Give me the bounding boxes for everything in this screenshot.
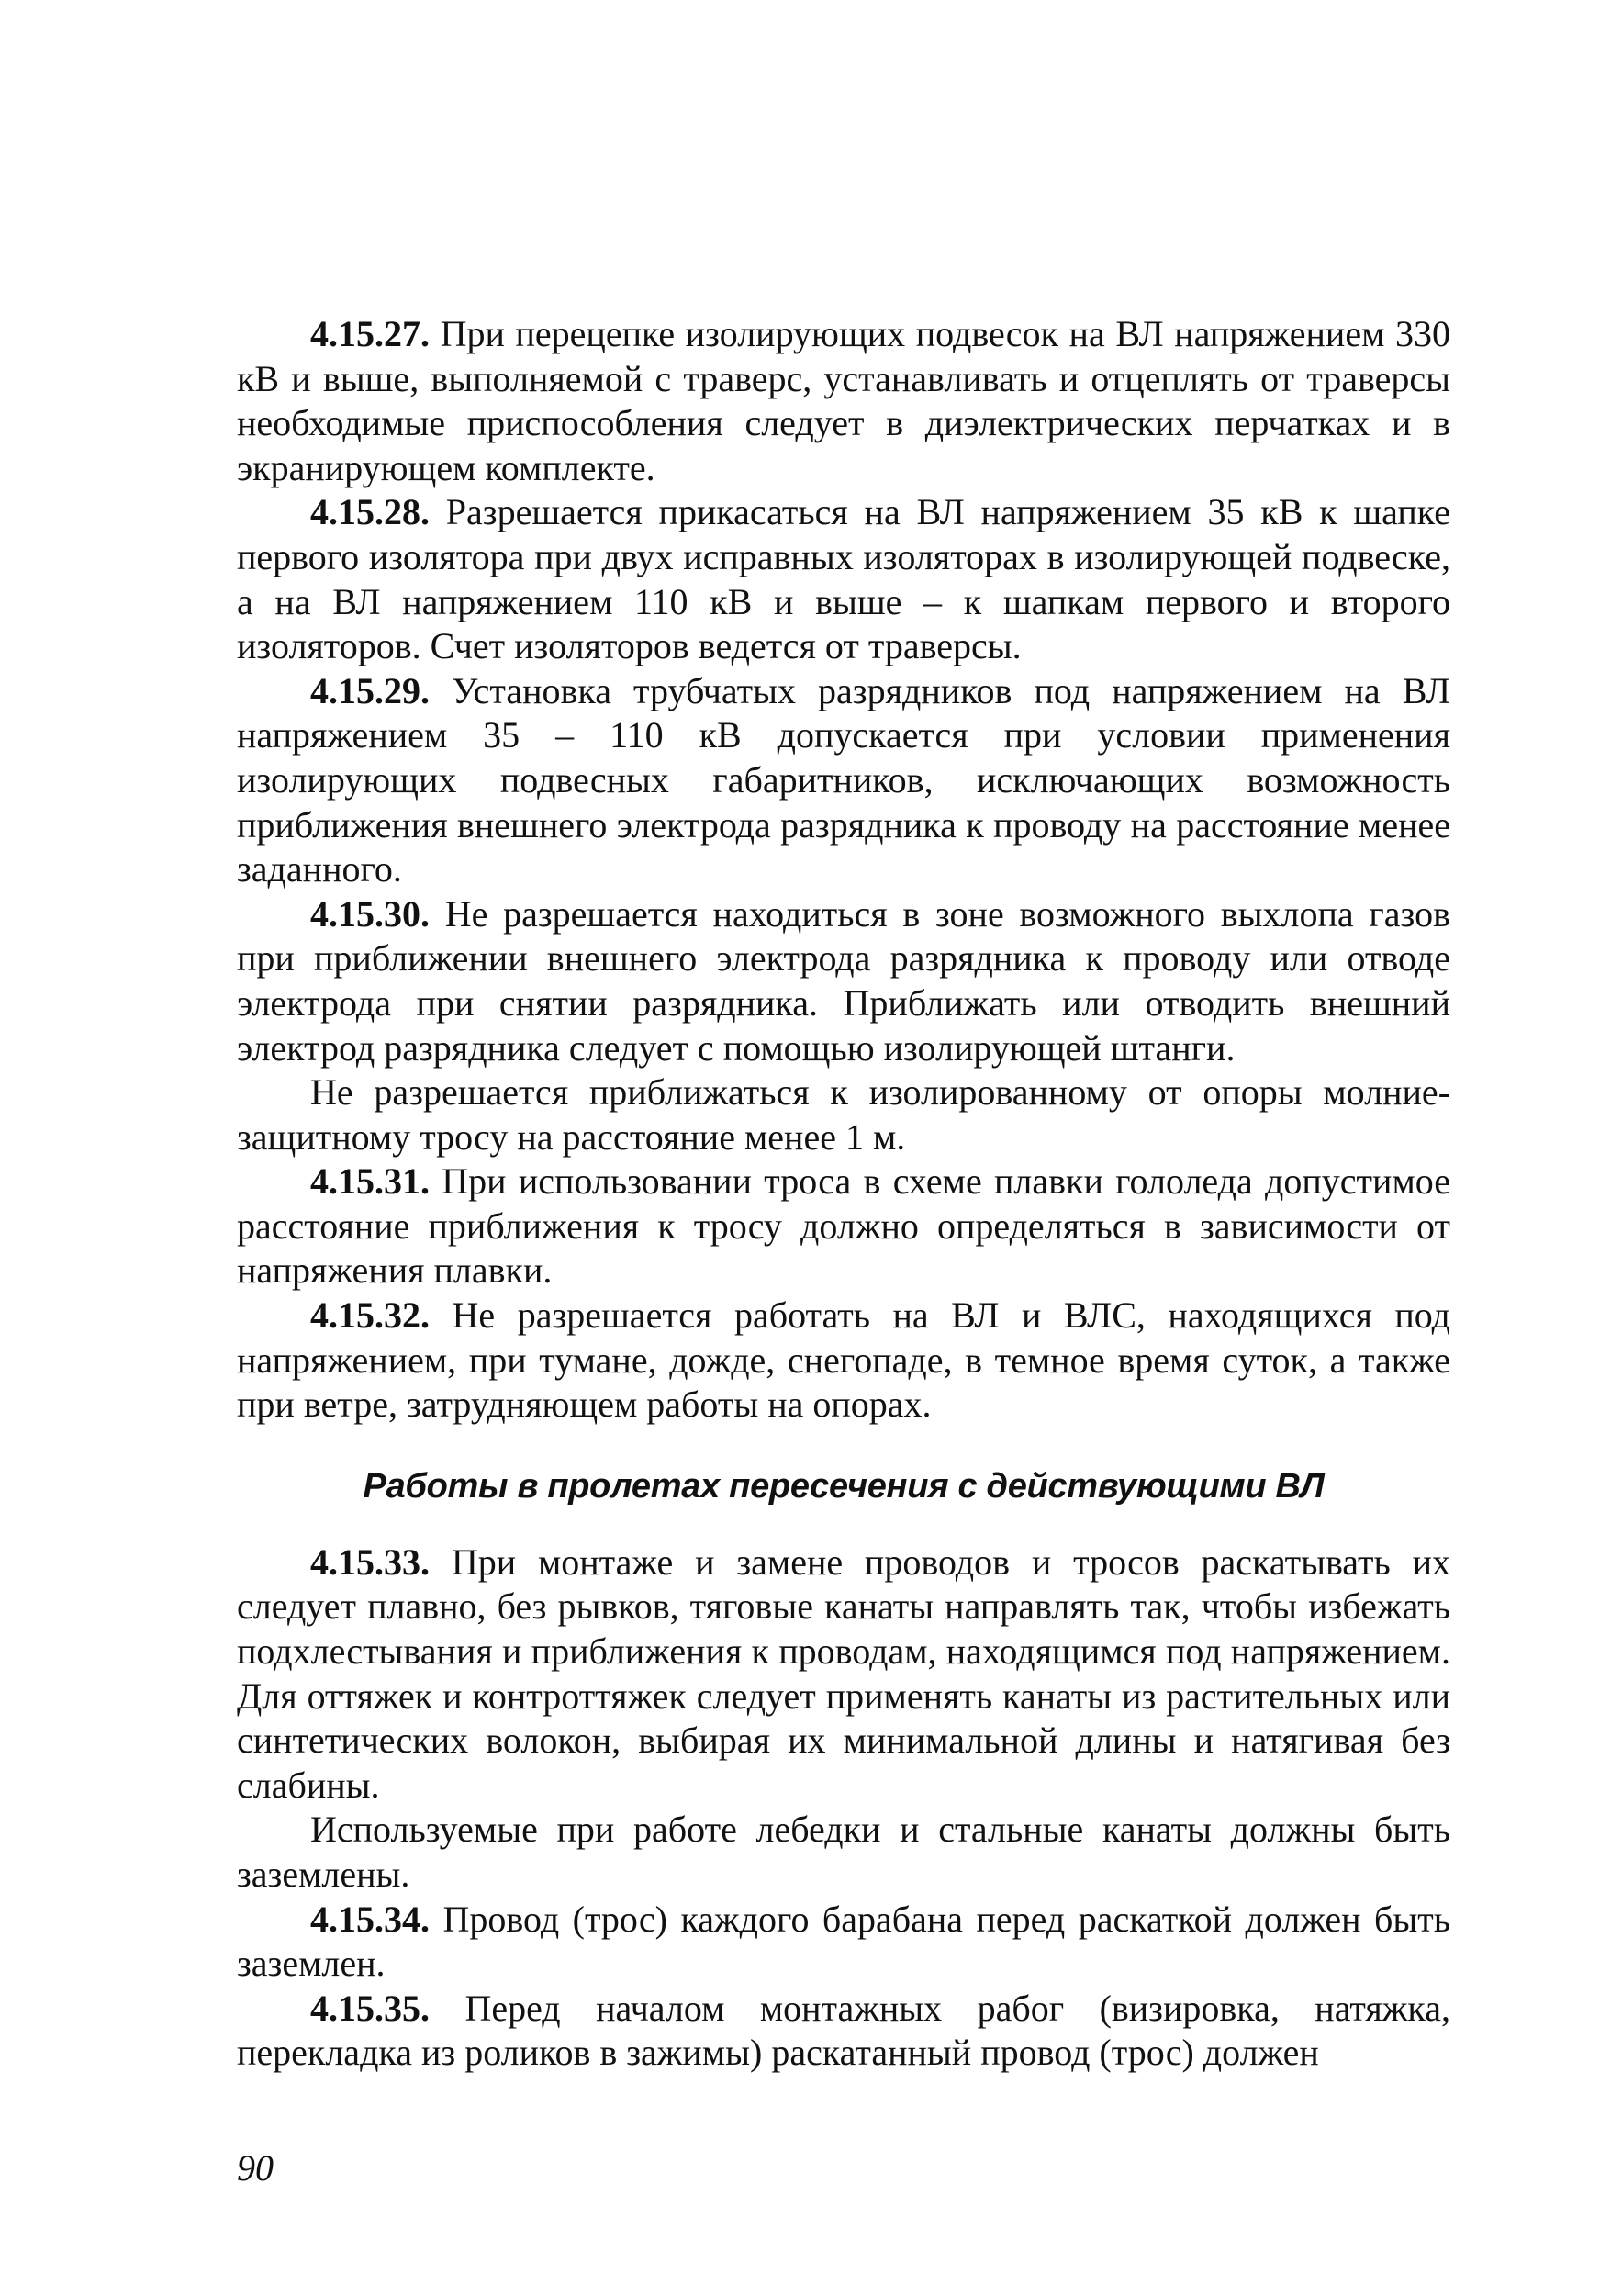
clause-text: Разрешается прикасаться на ВЛ напряжением 35 кВ к шапке первого изолятора при двух исправных изоляторах в изолирующей подвеске, а на ВЛ напряжением 110 кВ и выше – к шапкам первого и второго изоляторов. Счет изоляторов ведется от траверсы.: [237, 491, 1450, 667]
clause-number: 4.15.29.: [310, 669, 430, 711]
section-heading: Работы в пролетах пересечения с действующими ВЛ: [363, 1466, 1325, 1506]
page-body: [237, 312, 1450, 2076]
paragraph-4-15-34: [237, 1898, 1450, 1987]
clause-text: Не разрешается находиться в зоне возможного выхлопа газов при приближении внешнего электрода разрядника к проводу или отводе электрода при снятии разрядника. Приближать или отводить внешний электрод разрядника следует с помощью изолирующей штанги.: [237, 892, 1450, 1069]
clause-number: 4.15.35.: [310, 1987, 430, 2029]
paragraph-4-15-35: [237, 1987, 1450, 2076]
clause-number: 4.15.31.: [310, 1160, 430, 1203]
paragraph-4-15-32: [237, 1294, 1450, 1428]
paragraph-4-15-33: [237, 1540, 1450, 1809]
paragraph-4-15-30: [237, 892, 1450, 1070]
clause-number: 4.15.34.: [310, 1898, 430, 1940]
page-number: 90: [237, 2147, 274, 2189]
paragraph-lightning-cable: [237, 1070, 1450, 1159]
paragraph-4-15-28: [237, 490, 1450, 668]
clause-text: При перецепке изолирующих подвесок на ВЛ напряжением 330 кВ и выше, выполняемой с траверс, устанавливать и отцеплять от траверсы необходимые приспособления следует в диэлектрических перчатках и в экранирующем комплекте.: [237, 313, 1450, 488]
clause-number: 4.15.27.: [310, 313, 430, 354]
paragraph-4-15-27: [237, 312, 1450, 490]
paragraph-4-15-31: [237, 1159, 1450, 1294]
clause-text: Используемые при работе лебедки и стальные канаты должны быть заземлены.: [237, 1809, 1450, 1895]
clause-number: 4.15.32.: [310, 1294, 430, 1337]
clause-text: При монтаже и замене проводов и тросов раскатывать их следует плавно, без рывков, тяговые канаты направлять так, чтобы избежать подхлестывания и приближения к проводам, находящимся под напряжением. Для оттяжек и контроттяжек следует применять канаты из растительных или синтетических волокон, выбирая их минимальной длины и натягивая без слабины.: [237, 1540, 1450, 1806]
clause-number: 4.15.33.: [310, 1540, 430, 1583]
clause-text: Установка трубчатых разрядников под напряжением на ВЛ напряжением 35 – 110 кВ допускается при условии применения изолирующих подвесных габаритников, исключающих возможность приближения внешнего электрода разрядника к проводу на расстояние менее заданного.: [237, 669, 1450, 890]
clause-number: 4.15.30.: [310, 892, 430, 935]
paragraph-4-15-29: [237, 669, 1450, 892]
clause-text: Не разрешается работать на ВЛ и ВЛС, находящихся под напряжением, при тумане, дожде, снегопаде, в темное время суток, а также при ветре, затрудняющем работы на опорах.: [237, 1294, 1450, 1426]
clause-text: Перед началом монтажных рабог (визировка, натяжка, перекладка из роликов в зажимы) раскатанный провод (трос) должен: [237, 1987, 1450, 2074]
clause-text: Не разрешается приближаться к изолированному от опоры молниезащитному тросу на расстояние менее 1 м.: [237, 1071, 1450, 1158]
clause-text: Провод (трос) каждого барабана перед раскаткой должен быть заземлен.: [237, 1898, 1450, 1985]
clause-number: 4.15.28.: [310, 491, 430, 533]
paragraph-winches-grounded: [237, 1808, 1450, 1897]
clause-text: При использовании троса в схеме плавки гололеда допустимое расстояние приближения к тросу должно определяться в зависимости от напряжения плавки.: [237, 1160, 1450, 1292]
